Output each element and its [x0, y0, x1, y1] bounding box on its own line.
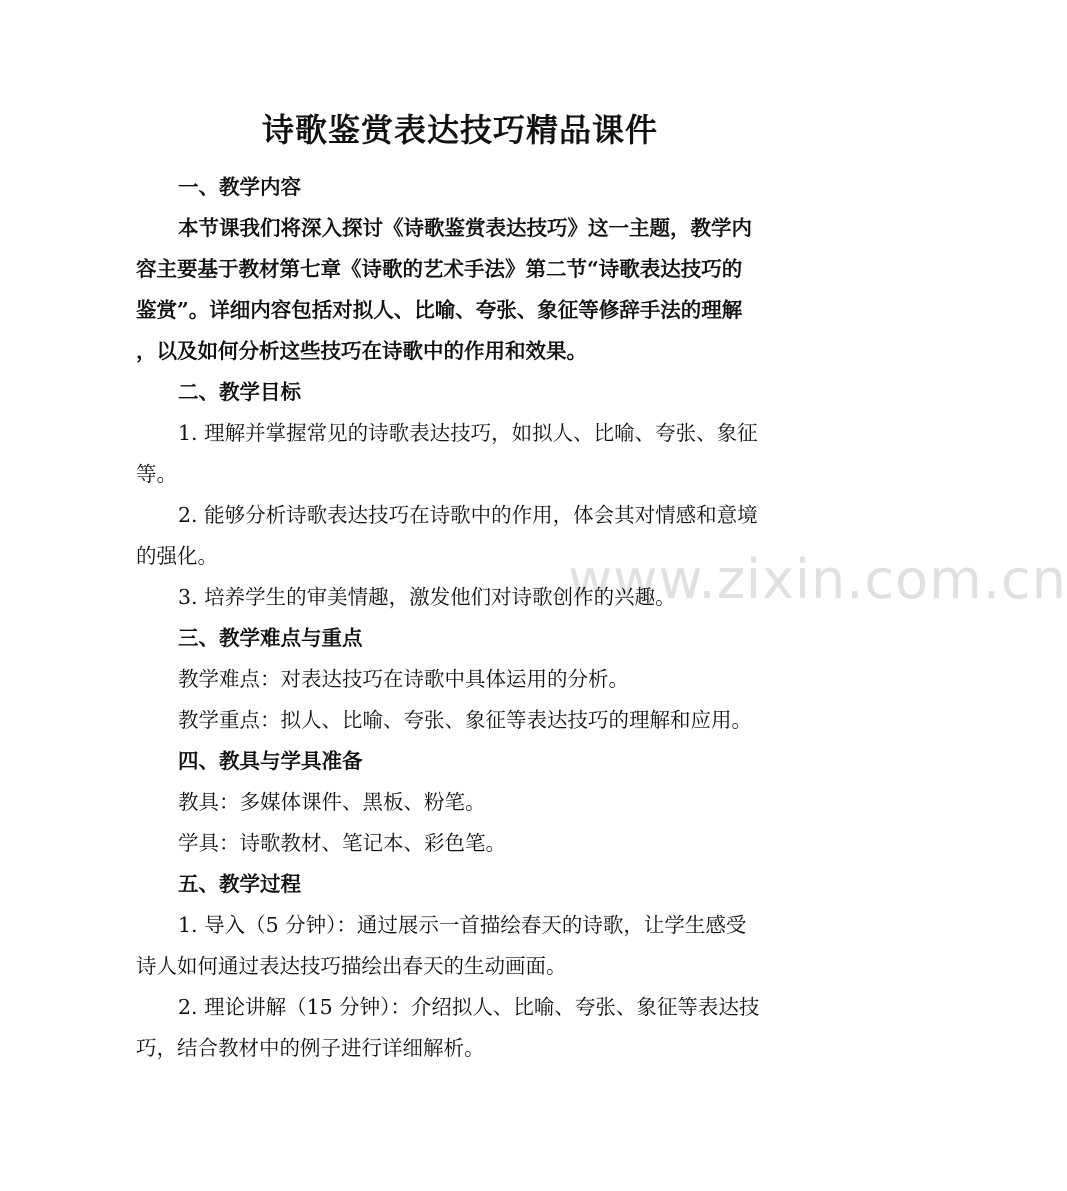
paragraph-line: 教学重点：拟人、比喻、夸张、象征等表达技巧的理解和应用。 — [178, 708, 752, 732]
section-heading: 五、教学过程 — [178, 872, 301, 896]
paragraph-line: 1. 理解并掌握常见的诗歌表达技巧，如拟人、比喻、夸张、象征 — [178, 421, 758, 445]
paragraph-line: 教学难点：对表达技巧在诗歌中具体运用的分析。 — [178, 667, 629, 691]
paragraph-line: 1. 导入（5 分钟）：通过展示一首描绘春天的诗歌，让学生感受 — [178, 913, 747, 937]
paragraph-line: 2. 理论讲解（15 分钟）：介绍拟人、比喻、夸张、象征等表达技 — [178, 995, 760, 1019]
paragraph-line: 的强化。 — [136, 544, 218, 568]
paragraph-line: 诗人如何通过表达技巧描绘出春天的生动画面。 — [136, 954, 567, 978]
paragraph-line: 鉴赏”。详细内容包括对拟人、比喻、夸张、象征等修辞手法的理解 — [136, 298, 743, 322]
paragraph-line: 本节课我们将深入探讨《诗歌鉴赏表达技巧》这一主题，教学内 — [178, 216, 752, 240]
watermark: www.zixin.com.cn — [568, 548, 1067, 611]
paragraph-line: 3. 培养学生的审美情趣，激发他们对诗歌创作的兴趣。 — [178, 585, 676, 609]
section-heading: 二、教学目标 — [178, 380, 301, 404]
paragraph-line: 2. 能够分析诗歌表达技巧在诗歌中的作用，体会其对情感和意境 — [178, 503, 758, 527]
paragraph-line: 等。 — [136, 462, 177, 486]
section-heading: 一、教学内容 — [178, 175, 301, 199]
document-title: 诗歌鉴赏表达技巧精品课件 — [261, 111, 658, 149]
paragraph-line: 教具：多媒体课件、黑板、粉笔。 — [178, 790, 486, 814]
section-heading: 三、教学难点与重点 — [178, 626, 363, 650]
section-heading: 四、教具与学具准备 — [178, 749, 363, 773]
paragraph-line: 巧，结合教材中的例子进行详细解析。 — [136, 1036, 485, 1060]
paragraph-line: ，以及如何分析这些技巧在诗歌中的作用和效果。 — [136, 339, 587, 363]
paragraph-line: 容主要基于教材第七章《诗歌的艺术手法》第二节“诗歌表达技巧的 — [136, 257, 743, 281]
paragraph-line: 学具：诗歌教材、笔记本、彩色笔。 — [178, 831, 506, 855]
